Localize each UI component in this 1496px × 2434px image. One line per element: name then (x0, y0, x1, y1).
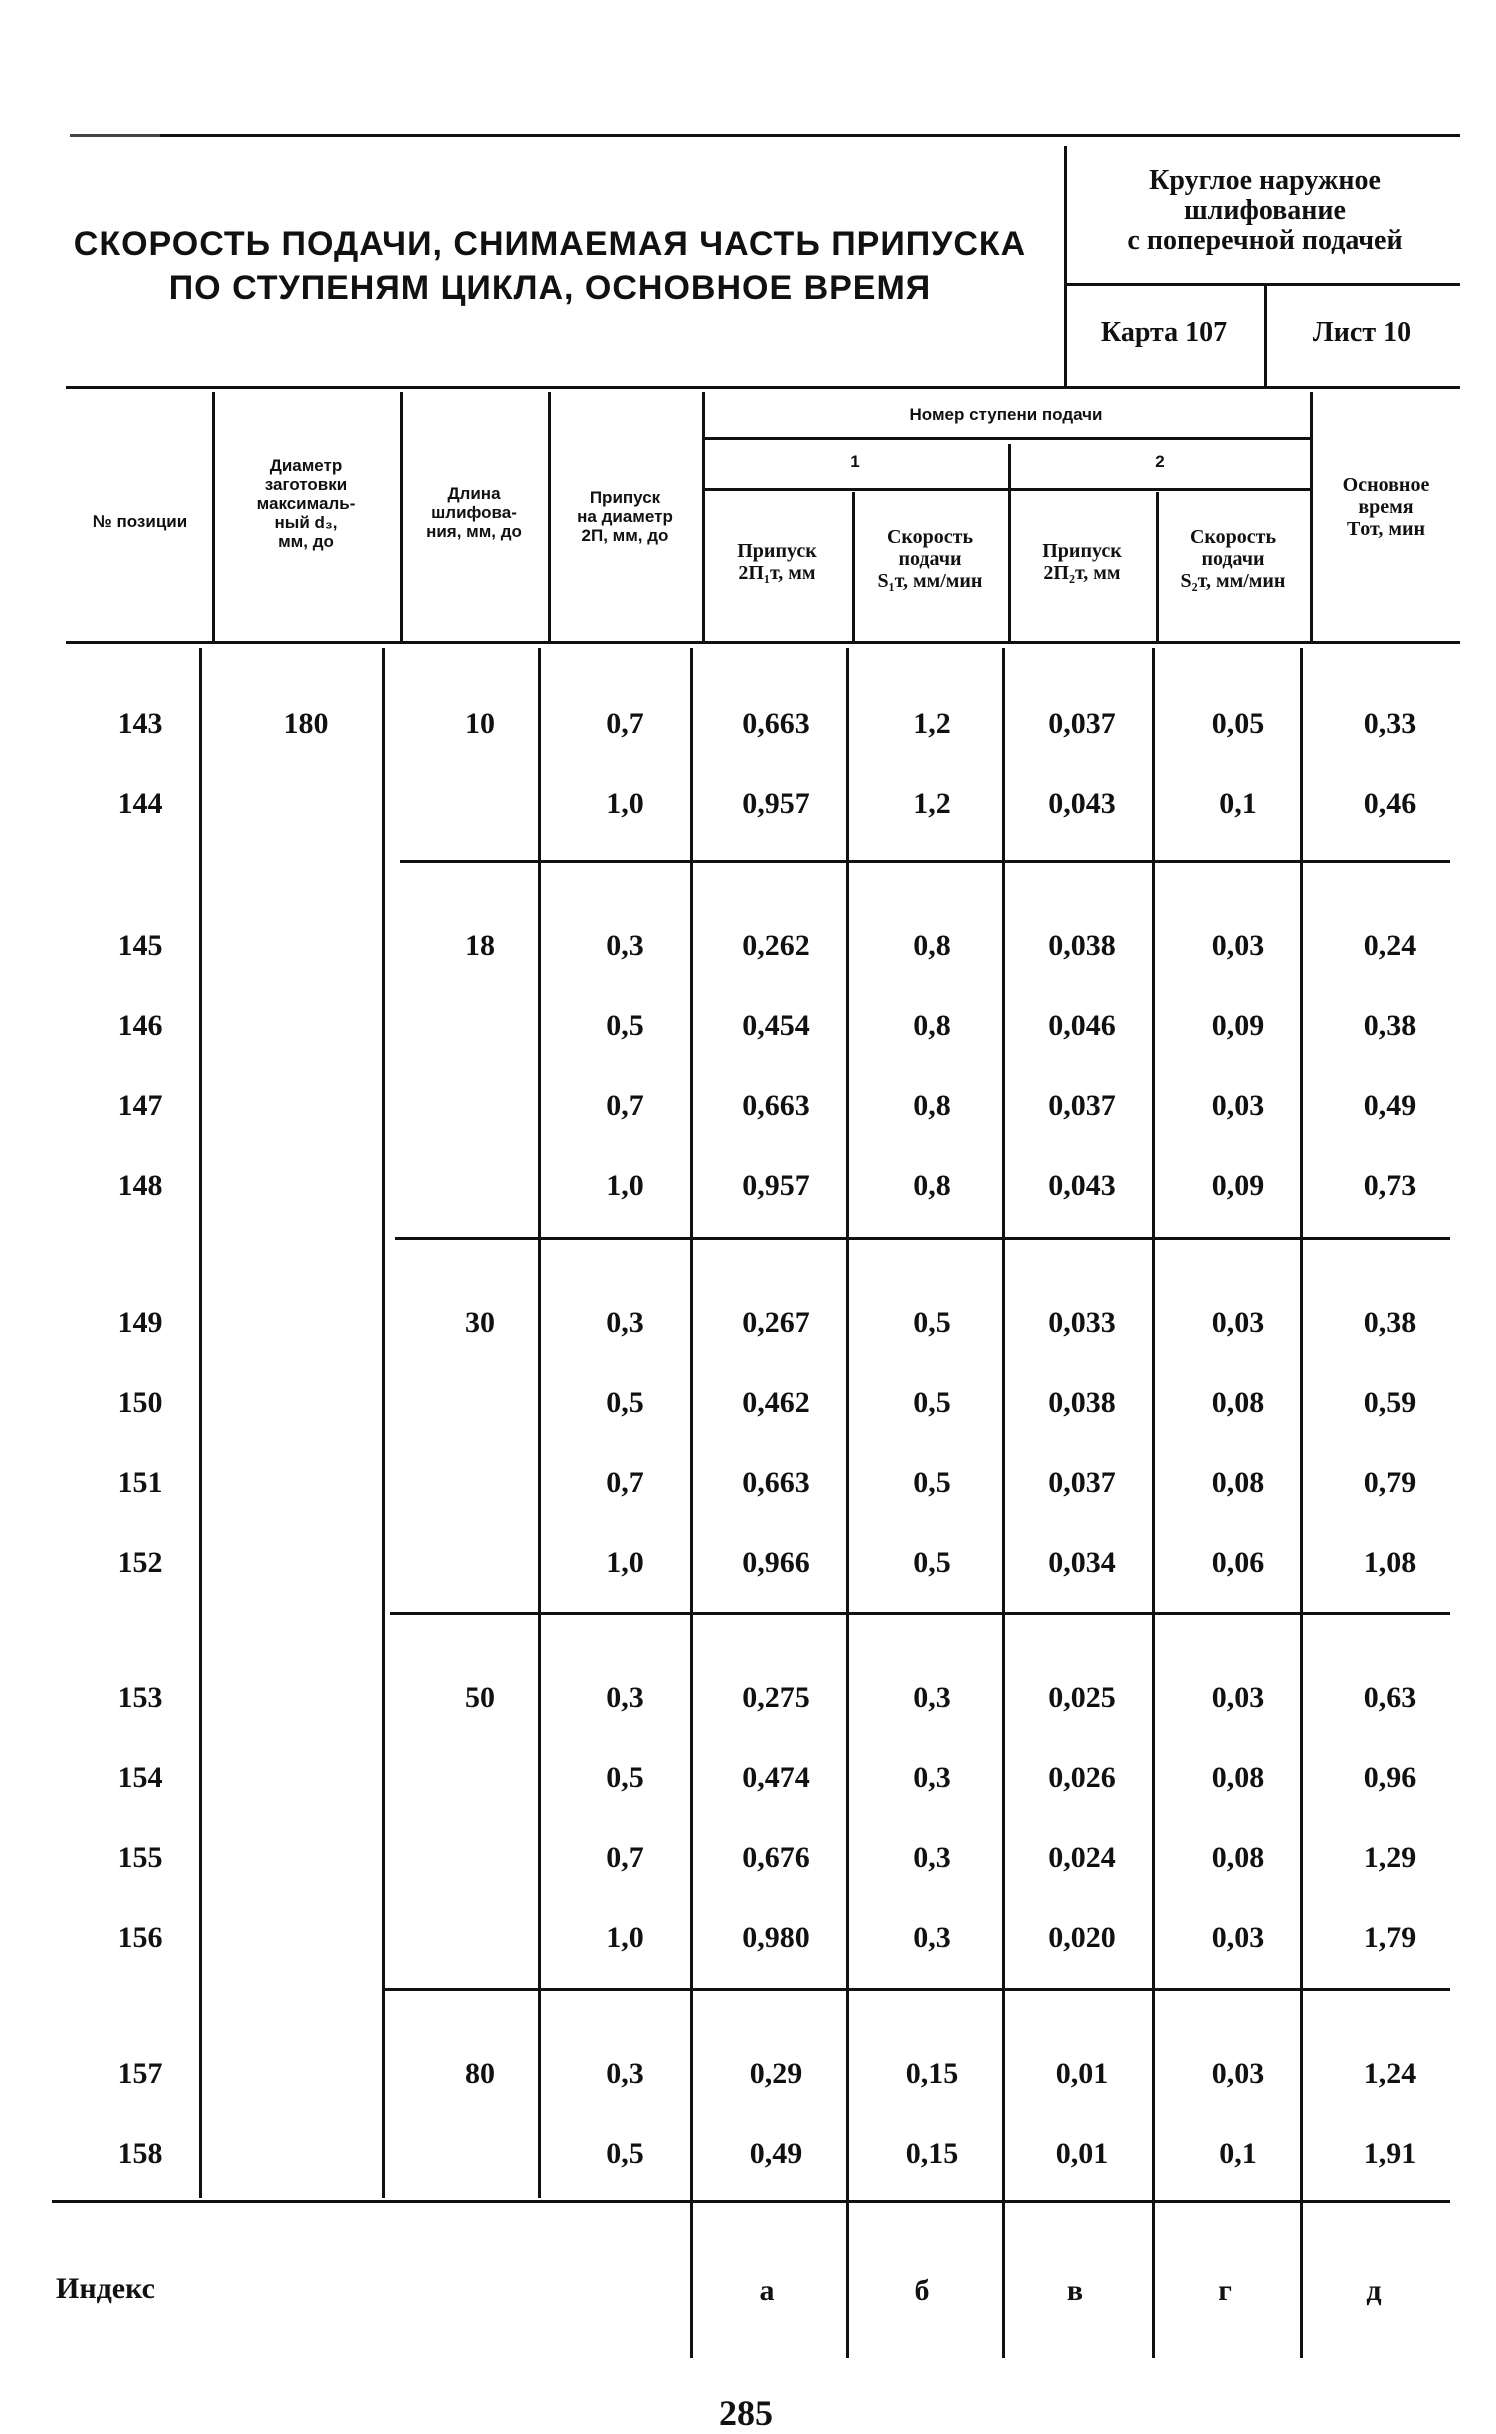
time-cell: 0,38 (1363, 1009, 1417, 1042)
allow2-cell: 0,024 (1048, 1841, 1116, 1874)
allow2-cell: 0,01 (1055, 2057, 1109, 2090)
position-cell: 145 (117, 929, 163, 962)
allowance-cell: 0,5 (606, 1009, 644, 1042)
allow2-cell: 0,034 (1048, 1546, 1116, 1579)
allowance-cell: 0,7 (606, 707, 644, 740)
position-cell: 146 (117, 1009, 163, 1042)
stage-1-label: 1 (850, 452, 860, 471)
allow1-cell: 0,474 (742, 1761, 810, 1794)
allowance-cell: 0,5 (606, 2137, 644, 2170)
position-cell: 157 (117, 2057, 163, 2090)
time-cell: 1,79 (1363, 1921, 1417, 1954)
index-label: Индекс (56, 2272, 155, 2305)
speed2-cell: 0,03 (1211, 1089, 1265, 1122)
box-line-2: шлифование (1184, 195, 1346, 226)
allowance-cell: 0,7 (606, 1466, 644, 1499)
col-time-header: Основное время Tот, мин (1342, 474, 1430, 540)
allow2-cell: 0,046 (1048, 1009, 1116, 1042)
position-cell: 153 (117, 1681, 163, 1714)
allow1-cell: 0,262 (742, 929, 810, 962)
speed1-cell: 0,8 (913, 929, 951, 962)
speed2-cell: 0,03 (1211, 1306, 1265, 1339)
time-cell: 0,63 (1363, 1681, 1417, 1714)
allowance-cell: 0,5 (606, 1761, 644, 1794)
index-a: а (759, 2274, 775, 2307)
time-cell: 0,73 (1363, 1169, 1417, 1202)
col-line-6 (1008, 444, 1011, 644)
box-mid-rule (1064, 283, 1460, 286)
col-allowance-header: Припуск на диаметр 2П, мм, до (577, 488, 673, 545)
allow1-cell: 0,663 (742, 707, 810, 740)
box-divider (1064, 146, 1067, 386)
position-cell: 151 (117, 1466, 163, 1499)
allow2-cell: 0,043 (1048, 1169, 1116, 1202)
page-title (60, 222, 1040, 310)
allow1-cell: 0,957 (742, 1169, 810, 1202)
col-line-1 (212, 392, 215, 644)
card-number: Карта 107 (1100, 317, 1228, 348)
speed2-cell: 0,09 (1211, 1169, 1265, 1202)
time-cell: 1,91 (1363, 2137, 1417, 2170)
allowance-cell: 0,3 (606, 1306, 644, 1339)
length-cell: 10 (465, 707, 495, 740)
stage-2-label: 2 (1155, 452, 1165, 471)
speed1-cell: 0,15 (905, 2057, 959, 2090)
speed1-cell: 0,5 (913, 1306, 951, 1339)
speed1-cell: 0,5 (913, 1466, 951, 1499)
top-rule (160, 134, 1460, 137)
allow1-cell: 0,29 (749, 2057, 803, 2090)
body-line-3 (538, 648, 541, 2198)
time-cell: 0,38 (1363, 1306, 1417, 1339)
speed2-cell: 0,03 (1211, 1681, 1265, 1714)
time-cell: 0,59 (1363, 1386, 1417, 1419)
allow2-cell: 0,037 (1048, 1466, 1116, 1499)
allowance-cell: 0,3 (606, 1681, 644, 1714)
time-cell: 0,96 (1363, 1761, 1417, 1794)
box-line-1: Круглое наружное (1149, 165, 1381, 196)
index-b: б (914, 2274, 930, 2307)
body-line-4 (690, 648, 693, 2358)
length-cell: 50 (465, 1681, 495, 1714)
body-line-2 (382, 648, 385, 2198)
col-speed1-header: Скорость подачи S₁т, мм/мин (877, 526, 983, 592)
speed2-cell: 0,03 (1211, 929, 1265, 962)
length-cell: 80 (465, 2057, 495, 2090)
allow2-cell: 0,020 (1048, 1921, 1116, 1954)
speed2-cell: 0,03 (1211, 2057, 1265, 2090)
allow1-cell: 0,663 (742, 1466, 810, 1499)
allow1-cell: 0,966 (742, 1546, 810, 1579)
speed2-cell: 0,06 (1211, 1546, 1265, 1579)
time-cell: 1,29 (1363, 1841, 1417, 1874)
col-diameter-header: Диаметр заготовки максималь- ный d₃, мм, до (256, 456, 356, 551)
header-bottom-rule (66, 641, 1460, 644)
speed2-cell: 0,08 (1211, 1386, 1265, 1419)
allow1-cell: 0,49 (749, 2137, 803, 2170)
col-line-2 (400, 392, 403, 644)
stage-header-rule (702, 437, 1310, 440)
allow1-cell: 0,267 (742, 1306, 810, 1339)
speed2-cell: 0,1 (1219, 787, 1257, 820)
allow1-cell: 0,980 (742, 1921, 810, 1954)
speed1-cell: 1,2 (913, 787, 951, 820)
stage-num-rule (702, 488, 1310, 491)
allow1-cell: 0,275 (742, 1681, 810, 1714)
speed1-cell: 0,5 (913, 1546, 951, 1579)
position-cell: 150 (117, 1386, 163, 1419)
speed1-cell: 0,5 (913, 1386, 951, 1419)
time-cell: 0,33 (1363, 707, 1417, 740)
allowance-cell: 0,3 (606, 929, 644, 962)
group-rule-3 (390, 1612, 1450, 1615)
allow2-cell: 0,038 (1048, 1386, 1116, 1419)
allowance-cell: 0,7 (606, 1841, 644, 1874)
col-length-header: Длина шлифова- ния, мм, до (426, 484, 522, 541)
speed1-cell: 0,3 (913, 1841, 951, 1874)
speed1-cell: 0,8 (913, 1169, 951, 1202)
position-cell: 156 (117, 1921, 163, 1954)
speed2-cell: 0,08 (1211, 1466, 1265, 1499)
table-top-rule (66, 386, 1460, 389)
time-cell: 0,49 (1363, 1089, 1417, 1122)
col-line-7 (1156, 492, 1159, 644)
allow2-cell: 0,043 (1048, 787, 1116, 820)
index-g: г (1218, 2274, 1232, 2307)
time-cell: 1,24 (1363, 2057, 1417, 2090)
body-line-8 (1300, 648, 1303, 2358)
speed1-cell: 0,8 (913, 1089, 951, 1122)
allow1-cell: 0,663 (742, 1089, 810, 1122)
col-speed2-header: Скорость подачи S₂т, мм/мин (1180, 526, 1286, 592)
speed1-cell: 0,15 (905, 2137, 959, 2170)
diameter-value: 180 (283, 707, 329, 740)
col-position-header: № позиции (92, 512, 188, 531)
position-cell: 155 (117, 1841, 163, 1874)
sheet-number: Лист 10 (1312, 317, 1412, 348)
length-cell: 18 (465, 929, 495, 962)
group-rule-1 (400, 860, 1450, 863)
position-cell: 143 (117, 707, 163, 740)
col-line-3 (548, 392, 551, 644)
body-line-7 (1152, 648, 1155, 2358)
col-allow1-header: Припуск 2П₁т, мм (737, 540, 817, 584)
allow2-cell: 0,037 (1048, 707, 1116, 740)
time-cell: 0,46 (1363, 787, 1417, 820)
position-cell: 158 (117, 2137, 163, 2170)
col-allow2-header: Припуск 2П₂т, мм (1042, 540, 1122, 584)
stage-header: Номер ступени подачи (909, 405, 1103, 424)
allow2-cell: 0,026 (1048, 1761, 1116, 1794)
body-line-1 (199, 648, 202, 2198)
length-cell: 30 (465, 1306, 495, 1339)
col-line-5 (852, 492, 855, 644)
page-number: 285 (719, 2393, 773, 2433)
allow2-cell: 0,037 (1048, 1089, 1116, 1122)
speed2-cell: 0,03 (1211, 1921, 1265, 1954)
speed1-cell: 0,8 (913, 1009, 951, 1042)
index-d: д (1366, 2274, 1382, 2307)
speed1-cell: 0,3 (913, 1761, 951, 1794)
position-cell: 154 (117, 1761, 163, 1794)
time-cell: 0,24 (1363, 929, 1417, 962)
group-rule-2 (395, 1237, 1450, 1240)
position-cell: 148 (117, 1169, 163, 1202)
allowance-cell: 1,0 (606, 1546, 644, 1579)
position-cell: 149 (117, 1306, 163, 1339)
time-cell: 0,79 (1363, 1466, 1417, 1499)
allowance-cell: 0,7 (606, 1089, 644, 1122)
col-line-8 (1310, 392, 1313, 644)
allow2-cell: 0,025 (1048, 1681, 1116, 1714)
allow2-cell: 0,038 (1048, 929, 1116, 962)
speed2-cell: 0,09 (1211, 1009, 1265, 1042)
speed1-cell: 1,2 (913, 707, 951, 740)
allowance-cell: 1,0 (606, 787, 644, 820)
position-cell: 147 (117, 1089, 163, 1122)
position-cell: 152 (117, 1546, 163, 1579)
allow2-cell: 0,033 (1048, 1306, 1116, 1339)
box-card-divider (1264, 286, 1267, 386)
col-line-4 (702, 392, 705, 644)
speed1-cell: 0,3 (913, 1921, 951, 1954)
body-line-6 (1002, 648, 1005, 2358)
speed1-cell: 0,3 (913, 1681, 951, 1714)
allow2-cell: 0,01 (1055, 2137, 1109, 2170)
allowance-cell: 1,0 (606, 1169, 644, 1202)
position-cell: 144 (117, 787, 163, 820)
allow1-cell: 0,676 (742, 1841, 810, 1874)
box-line-3: с поперечной подачей (1127, 225, 1403, 256)
table-bottom-rule (52, 2200, 1450, 2203)
allow1-cell: 0,462 (742, 1386, 810, 1419)
speed2-cell: 0,08 (1211, 1761, 1265, 1794)
speed2-cell: 0,08 (1211, 1841, 1265, 1874)
allow1-cell: 0,454 (742, 1009, 810, 1042)
allowance-cell: 0,5 (606, 1386, 644, 1419)
speed2-cell: 0,1 (1219, 2137, 1257, 2170)
allowance-cell: 0,3 (606, 2057, 644, 2090)
body-line-5 (846, 648, 849, 2358)
allow1-cell: 0,957 (742, 787, 810, 820)
top-short-rule (70, 134, 160, 137)
allowance-cell: 1,0 (606, 1921, 644, 1954)
title-line-1: СКОРОСТЬ ПОДАЧИ, СНИМАЕМАЯ ЧАСТЬ ПРИПУСКА (73, 225, 1027, 263)
index-v: в (1066, 2274, 1084, 2307)
speed2-cell: 0,05 (1211, 707, 1265, 740)
group-rule-4 (385, 1988, 1450, 1991)
title-line-2: ПО СТУПЕНЯМ ЦИКЛА, ОСНОВНОЕ ВРЕМЯ (168, 269, 932, 307)
time-cell: 1,08 (1363, 1546, 1417, 1579)
